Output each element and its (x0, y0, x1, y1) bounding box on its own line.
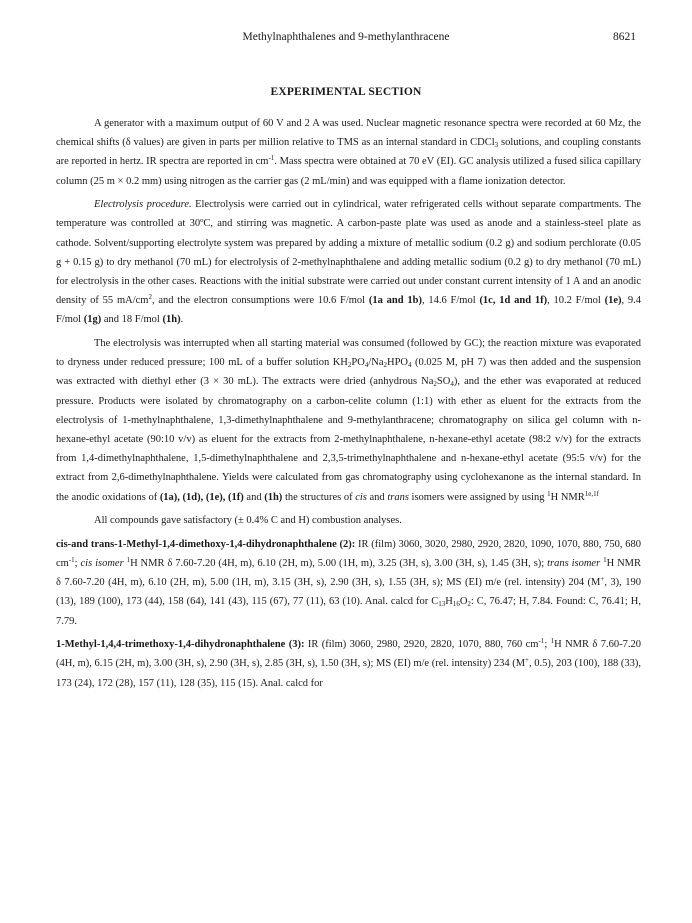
paragraph-workup: The electrolysis was interrupted when all starting material was consumed (followed by GC); the reaction mixture was evaporated to dryness under reduced pressure; 100 mL of a buffer solution $KH_2PO_4/Na_2HPO_4$ (0.025 M, pH 7) was then added and the suspension was extracted with diethyl ether (3 × 30 mL). The extracts were dried (anhydrous $Na_2SO_4$), and the ether was evaporated at reduced pressure. Products were isolated by chromatography on a carbon-celite column (1:1) with ether as eluent for the extracts from the electrolysis of 1-methylnaphthalene, 1,3-dimethylnaphthalene and 9-methylanthracene; chromatography on silica gel column with n-hexane-ethyl acetate (90:10 v/v) as eluent for the extracts from 2-methylnaphthalene, n-hexane-ethyl acetate (98:2 v/v) for the extracts from 1,4-dimethylnaphthalene, 1,5-dimethylnaphthalene and 2,3,5-trimethylnaphthalene and n-hexane-ethyl acetate (95:5 v/v) for the extract from 2,6-dimethylnaphthalene. Yields were calculated from gas chromatography using cyclohexanone as the internal standard. In the anodic oxidations of (1a), (1d), (1e), (1f) and (1h) the structures of cis and trans isomers were assigned by using $^1$H $NMR^{1e,1f}$ (56, 338, 641, 503)
compound-2-label: cis-and trans-1-Methyl-1,4-dimethoxy-1,4-dihydronaphthalene (2): (56, 538, 356, 550)
article-body (56, 114, 641, 697)
section-title: EXPERIMENTAL SECTION (270, 86, 422, 98)
running-title: Methylnaphthalenes and 9-methylanthracene (242, 31, 450, 43)
compound-2-entry: cis-and trans-1-Methyl-1,4-dimethoxy-1,4-dihydronaphthalene (2): IR (film) 3060, 3020, 2980, 2920, 2820, 1090, 1070, 880, 750, 680 $cm^{-1}$; cis isomer $^1$H NMR δ 7.60-7.20 (4H, m), 6.10 (2H, m), 5.00 (1H, m), 3.25 (3H, s), 3.00 (3H, s), 1.45 (3H, s); trans isomer $^1$H NMR δ 7.60-7.20 (4H, m), 6.10 (2H, m), 5.00 (1H, m), 3.15 (3H, s), 2.90 (3H, s), 1.55 (3H, s); MS (EI) m/e (rel. intensity) 204 (M+, 3), 190 (13), 189 (100), 173 (44), 158 (64), 141 (43), 115 (67), 77 (11), 63 (10). Anal. calcd for $C_{13}H_{16}O_2$: C, 76.47; H, 7.84. Found: C, 76.41; H, 7.79. (56, 538, 641, 627)
page-number: 8621 (613, 31, 636, 43)
paragraph-instrumentation: A generator with a maximum output of 60 V and 2 A was used. Nuclear magnetic resonance spectra were recorded at 60 Mz, the chemical shifts (δ values) are given in parts per million relative to TMS as an internal standard in CDCl$_3$ solutions, and coupling constants are reported in hertz. IR spectra are reported in $cm^{-1}$. Mass spectra were obtained at 70 eV (EI). GC analysis utilized a fused silica capillary column (25 m × 0.2 mm) using nitrogen as the carrier gas (2 mL/min) and was equipped with a flame ionization detector. (56, 118, 642, 187)
paragraph-combustion: All compounds gave satisfactory (± 0.4% C and H) combustion analyses. (94, 515, 402, 527)
paragraph-electrolysis-procedure: Electrolysis procedure. Electrolysis were carried out in cylindrical, water refrigerated cells without separate compartments. The temperature was controlled at 30ºC, and stirring was magnetic. A carbon-paste plate was used as anode and a stainless-steel plate as cathode. Solvent/supporting electrolyte system was prepared by adding a mixture of metallic sodium (0.2 g) and sodium perchlorate (0.05 g + 0.15 g) to dry methanol (70 mL) for electrolysis of 2-methylnaphthalene and adding metallic sodium (0.2 g) to dry methanol (70 mL) for electrolysis in the other cases. Reactions with the initial substrate were carried out under constant current intensity of 1 A and an anodic density of 55 $mA/cm^2$, and the electron consumptions were 10.6 F/mol (1a and 1b), 14.6 F/mol (1c, 1d and 1f), 10.2 F/mol (1e), 9.4 F/mol (1g) and 18 F/mol (1h). (56, 199, 642, 326)
procedure-heading: Electrolysis procedure. (94, 199, 192, 211)
compound-3-entry: 1-Methyl-1,4,4-trimethoxy-1,4-dihydronaphthalene (3): IR (film) 3060, 2980, 2920, 2820, 1070, 880, 760 $cm^{-1}$; $^1$H NMR δ 7.60-7.20 (4H, m), 6.15 (2H, m), 3.00 (3H, s), 2.90 (3H, s), 2.85 (3H, s), 1.50 (3H, s); MS (EI) m/e (rel. intensity) 234 (M+, 0.5), 203 (100), 188 (33), 173 (24), 172 (28), 157 (11), 128 (35), 115 (15). Anal. calcd for (56, 637, 642, 689)
compound-3-label: 1-Methyl-1,4,4-trimethoxy-1,4-dihydronaphthalene (3): (56, 639, 305, 651)
